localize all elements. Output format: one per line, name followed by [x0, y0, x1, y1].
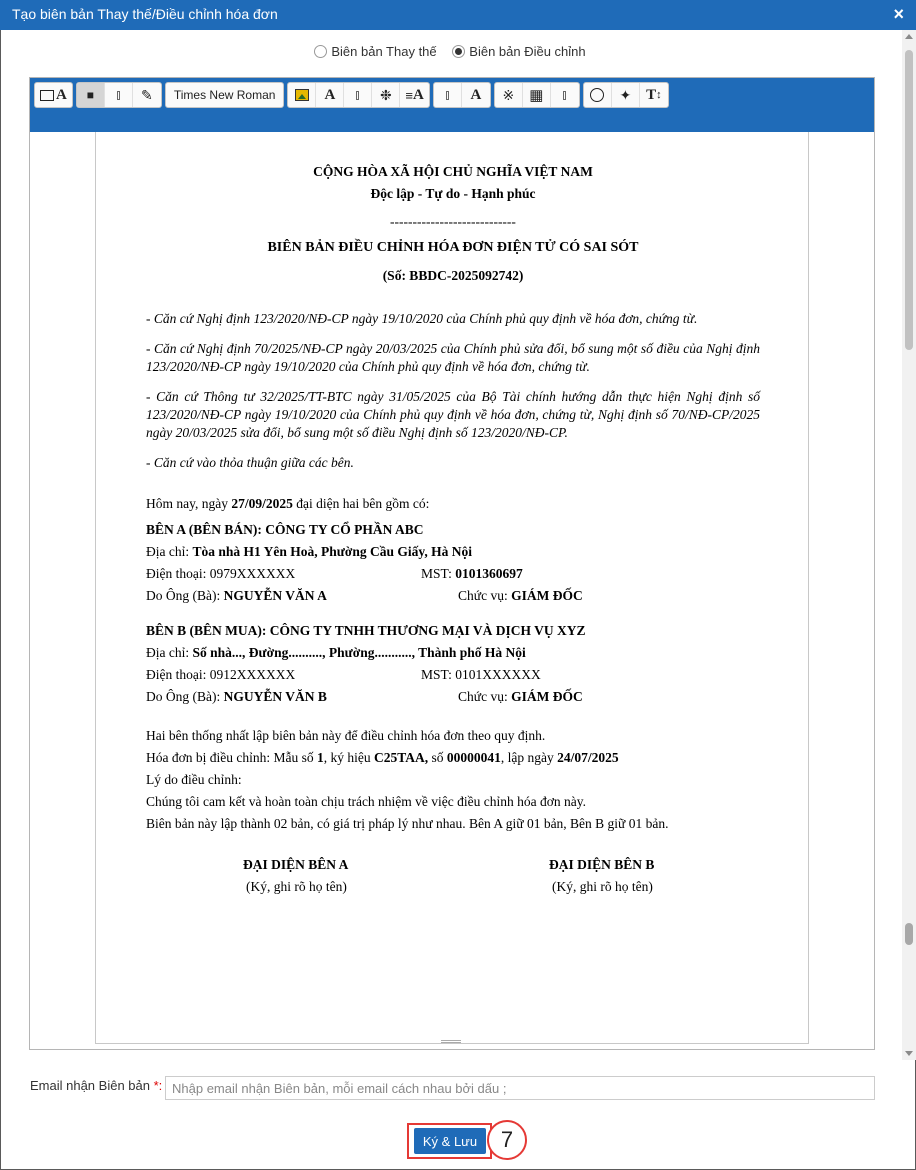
rich-text-editor	[29, 77, 875, 1050]
basis-4: - Căn cứ vào thỏa thuận giữa các bên.	[146, 455, 354, 470]
sign-b-title: ĐẠI DIỆN BÊN B	[549, 857, 655, 872]
sign-a-note: (Ký, ghi rõ họ tên)	[246, 879, 347, 894]
party-b-rep: Do Ông (Bà): NGUYỄN VĂN B	[146, 689, 327, 704]
editor-content[interactable]	[30, 132, 874, 1045]
dialog-title: Tạo biên bản Thay thế/Điều chỉnh hóa đơn	[12, 6, 278, 22]
close-icon[interactable]: ×	[893, 4, 904, 24]
pencil-icon[interactable]: ✎	[140, 86, 153, 103]
invoice-line: Hóa đơn bị điều chỉnh: Mẫu số 1, ký hiệu C25TAA, số 00000041, lập ngày 24/07/2025	[146, 750, 619, 765]
mode-selector	[0, 44, 900, 61]
document-page[interactable]	[95, 132, 809, 1044]
special-char-icon[interactable]: ※	[495, 83, 523, 107]
select-icon[interactable]: ■	[77, 83, 105, 107]
radio-adjust[interactable]	[452, 44, 585, 59]
agreement-line: Hai bên thống nhất lập biên bản này để điều chỉnh hóa đơn theo quy định.	[146, 728, 546, 743]
party-b-address: Địa chỉ: Số nhà..., Đường.........., Phường..........., Thành phố Hà Nội	[146, 645, 526, 660]
party-a-address: Địa chỉ: Tòa nhà H1 Yên Hoà, Phường Cầu Giấy, Hà Nội	[146, 544, 472, 559]
table-icon[interactable]: ▦	[523, 83, 551, 107]
font-size-icon[interactable]: A	[316, 83, 344, 107]
scroll-down-icon[interactable]	[905, 1051, 913, 1056]
text-height-icon[interactable]: T ↕	[646, 86, 662, 103]
circle-icon[interactable]	[584, 83, 612, 107]
radio-adjust-circle[interactable]	[452, 45, 465, 58]
magic-wand-icon[interactable]: ✦	[612, 83, 640, 107]
party-a-rep: Do Ông (Bà): NGUYỄN VĂN A	[146, 588, 327, 603]
party-b-tax: MST: 0101XXXXXX	[421, 667, 541, 682]
source-icon[interactable]: A	[35, 83, 72, 107]
align-icon[interactable]: ≡ A	[405, 86, 424, 103]
basis-1: - Căn cứ Nghị định 123/2020/NĐ-CP ngày 19/10/2020 của Chính phủ quy định về hóa đơn, chứng từ.	[146, 311, 698, 326]
basis-2: - Căn cứ Nghị định 70/2025/NĐ-CP ngày 20/03/2025 của Chính phủ sửa đổi, bổ sung một số điều của Nghị định 123/2020/NĐ-CP ngày 19/10/2020 của Chính phủ quy định về hóa đơn, chứng từ.	[146, 341, 760, 374]
nation-header: CỘNG HÒA XÃ HỘI CHỦ NGHĨA VIỆT NAM	[313, 164, 593, 179]
party-a-phone: Điện thoại: 0979XXXXXX	[146, 566, 296, 581]
bug-icon[interactable]: ❉	[372, 83, 400, 107]
radio-adjust-label: Biên bản Điều chỉnh	[469, 44, 586, 59]
commitment-line: Chúng tôi cam kết và hoàn toàn chịu trách nhiệm về việc điều chỉnh hóa đơn này.	[146, 794, 587, 809]
document-number: (Số: BBDC-2025092742)	[382, 268, 524, 283]
block-tiny-icon[interactable]	[551, 83, 579, 107]
dialog-scrollbar[interactable]	[902, 30, 916, 1060]
sign-a-title: ĐẠI DIỆN BÊN A	[243, 857, 349, 872]
scroll-up-icon[interactable]	[905, 34, 913, 39]
block-small-icon[interactable]	[434, 83, 462, 107]
block-icon[interactable]	[105, 83, 133, 107]
editor-resize-handle[interactable]	[441, 1040, 461, 1043]
sign-b-note: (Ký, ghi rõ họ tên)	[552, 879, 653, 894]
radio-replace[interactable]	[314, 44, 436, 59]
motto: Độc lập - Tự do - Hạnh phúc	[370, 186, 536, 201]
copies-line: Biên bản này lập thành 02 bản, có giá trị pháp lý như nhau. Bên A giữ 01 bản, Bên B giữ 01 bản.	[146, 816, 669, 831]
document-title: BIÊN BẢN ĐIỀU CHỈNH HÓA ĐƠN ĐIỆN TỬ CÓ SAI SÓT	[267, 240, 639, 255]
radio-replace-label: Biên bản Thay thế	[331, 44, 437, 59]
basis-3: - Căn cứ Thông tư 32/2025/TT-BTC ngày 31/05/2025 của Bộ Tài chính hướng dẫn thực hiện Nghị định số 123/2020/NĐ-CP ngày 19/10/2020 của Chính phủ quy định về hóa đơn, chứng từ, Nghị định số 70/NĐ-CP/2025 ngày 20/03/2025 sửa đổi, bổ sung một số điều Nghị định số 123/2020/NĐ-CP.	[146, 389, 760, 440]
sign-save-button[interactable]: Ký & Lưu	[414, 1128, 486, 1154]
party-a-heading: BÊN A (BÊN BÁN): CÔNG TY CỔ PHẦN ABC	[146, 522, 424, 537]
party-b-heading: BÊN B (BÊN MUA): CÔNG TY TNHH THƯƠNG MẠI VÀ DỊCH VỤ XYZ	[146, 623, 586, 638]
email-input[interactable]	[165, 1076, 875, 1100]
reason-line: Lý do điều chỉnh:	[146, 772, 242, 787]
dialog-titlebar	[0, 0, 916, 30]
font-style-icon[interactable]: A	[470, 86, 482, 103]
party-a-position: Chức vụ: GIÁM ĐỐC	[458, 588, 583, 603]
image-icon[interactable]	[288, 83, 316, 107]
intro-line: Hôm nay, ngày 27/09/2025 đại diện hai bên gồm có:	[146, 496, 430, 511]
email-label: Email nhận Biên bản *:	[30, 1078, 163, 1093]
scroll-thumb[interactable]	[905, 50, 913, 350]
divider: ----------------------------	[390, 214, 516, 229]
required-mark: *:	[153, 1078, 163, 1093]
font-family-dropdown[interactable]: Times New Roman	[173, 88, 276, 102]
party-a-tax: MST: 0101360697	[421, 566, 523, 581]
party-b-position: Chức vụ: GIÁM ĐỐC	[458, 689, 583, 704]
scroll-marker	[905, 923, 913, 945]
step-badge: 7	[487, 1120, 527, 1160]
editor-toolbar	[30, 78, 874, 132]
radio-replace-circle[interactable]	[314, 45, 327, 58]
email-row	[30, 1076, 876, 1100]
text-color-icon[interactable]	[344, 83, 372, 107]
party-b-phone: Điện thoại: 0912XXXXXX	[146, 667, 296, 682]
